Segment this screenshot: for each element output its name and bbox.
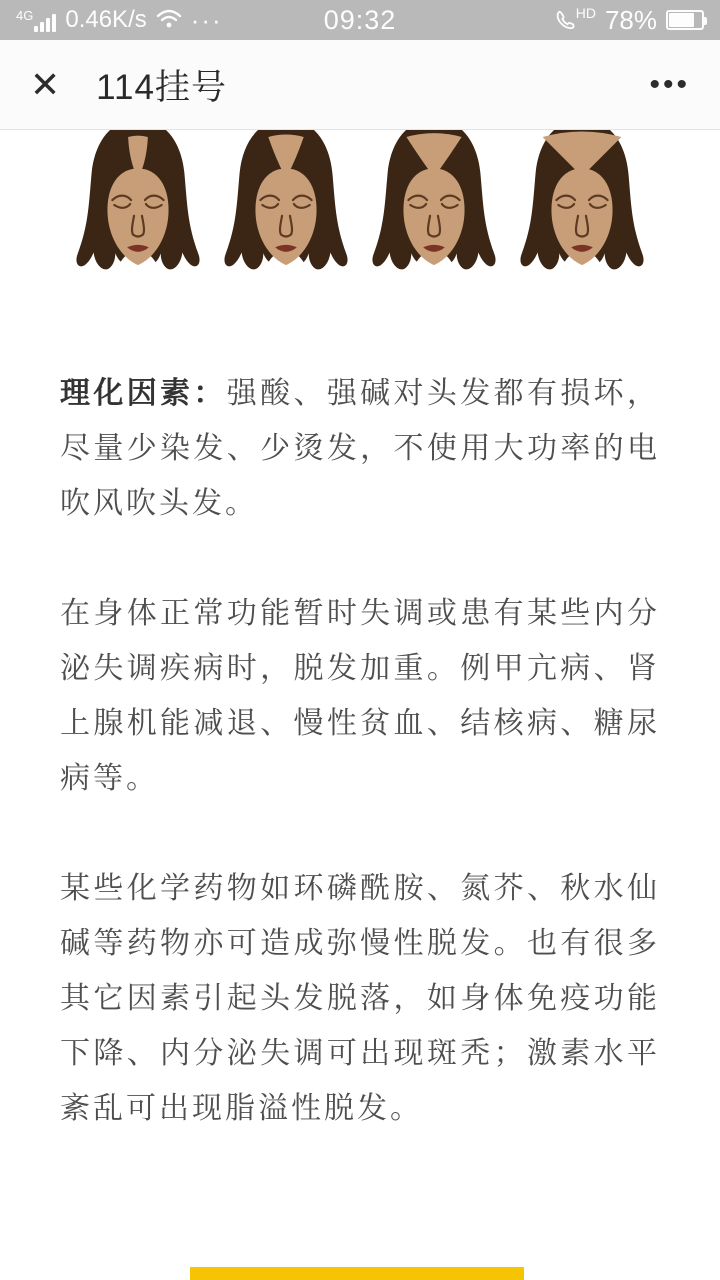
status-right-cluster (554, 5, 704, 36)
hair-loss-stage-image (513, 130, 651, 294)
network-type-label: 4G (16, 8, 34, 23)
page-title: 114挂号 (96, 67, 227, 107)
volte-hd-phone-icon (554, 5, 596, 32)
article-body (0, 366, 720, 1136)
signal-strength-icon (16, 8, 56, 32)
clock: 09:32 (323, 4, 397, 35)
hair-loss-stages-image (0, 130, 720, 294)
battery-icon (666, 10, 704, 30)
network-speed: 0.46K/s (65, 6, 147, 33)
paragraph-text: 强酸、强碱对头发都有损坏，尽量少染发、少烫发，不使用大功率的电吹风吹头发。 (60, 377, 661, 520)
close-icon[interactable]: ✕ (30, 63, 61, 105)
hair-loss-stage-image (69, 130, 207, 294)
hair-loss-stage-image (365, 130, 503, 294)
status-ellipsis-icon: ··· (190, 5, 223, 35)
status-bar (0, 0, 720, 40)
paragraph-text: 某些化学药物如环磷酰胺、氮芥、秋水仙碱等药物亦可造成弥慢性脱发。也有很多其它因素引起头发脱落，如身体免疫功能下降、内分泌失调可出现斑秃；激素水平紊乱可出现脂溢性脱发。 (60, 872, 660, 1125)
nav-bar (0, 40, 720, 130)
paragraph-text: 在身体正常功能暂时失调或患有某些内分泌失调疾病时，脱发加重。例甲亢病、肾上腺机能减退、慢性贫血、结核病、糖尿病等。 (60, 597, 660, 795)
hd-label: HD (575, 5, 596, 21)
more-menu-icon[interactable]: ••• (649, 67, 690, 101)
paragraph (60, 586, 660, 806)
paragraph-lead: 理化因素： (60, 377, 227, 410)
status-left-cluster (16, 6, 223, 34)
hair-loss-stage-image (217, 130, 355, 294)
battery-percent: 78% (604, 4, 657, 35)
wifi-icon (156, 7, 182, 34)
paragraph (60, 366, 660, 531)
bottom-action-button-partial[interactable] (190, 1267, 524, 1280)
paragraph (60, 861, 660, 1136)
